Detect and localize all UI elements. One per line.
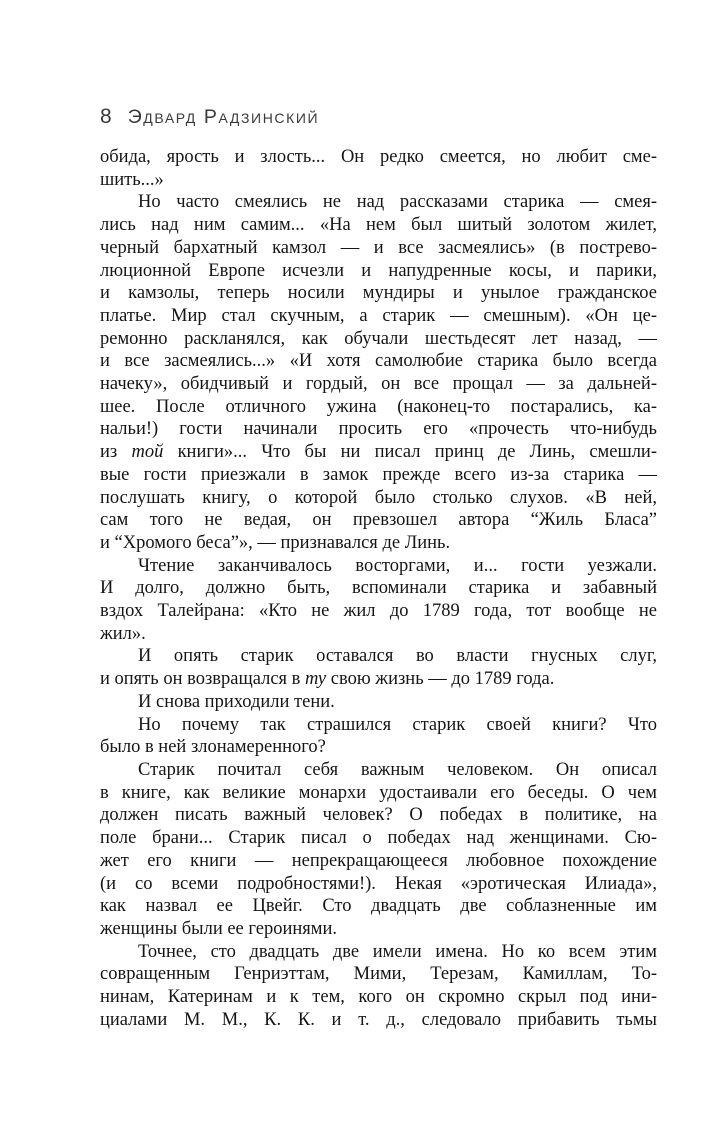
text-line: И долго, должно быть, вспоминали старика и забавный	[100, 578, 657, 599]
paragraph	[100, 555, 657, 646]
page-header	[100, 105, 657, 129]
text-line: И снова приходили тени.	[138, 691, 335, 712]
text-line: и “Хромого беса”», — признавался де Линь.	[100, 532, 451, 553]
text-line: жет его книги — непрекращающееся любовное похождение	[100, 850, 657, 871]
text-line: шее. После отличного ужина (наконец-то постарались, ка-	[100, 396, 657, 417]
paragraph	[100, 645, 657, 690]
text-line: вздох Талейрана: «Кто не жил до 1789 года, тот вообще не	[100, 601, 657, 622]
text-line: Старик почитал себя важным человеком. Он описал	[138, 759, 657, 780]
text-line: поле брани... Старик писал о победах над женщинами. Сю-	[100, 828, 657, 849]
text-line: Чтение заканчивалось восторгами, и... гости уезжали.	[138, 555, 657, 576]
text-line: из той книги»... Что бы ни писал принц де Линь, смешли-	[100, 442, 657, 463]
text-line: Точнее, сто двадцать две имели имена. Но ко всем этим	[138, 941, 657, 962]
text-line: шить...»	[100, 169, 164, 190]
text-line: нальи!) гости начинали просить его «прочесть что-нибудь	[100, 419, 657, 440]
paragraph	[100, 691, 657, 714]
text-line: черный бархатный камзол — и все засмеялись» (в пострево-	[100, 237, 657, 258]
text-line: циалами М. М., К. К. и т. д., следовало прибавить тьмы	[100, 1009, 657, 1030]
text-line: (и со всеми подробностями!). Некая «эротическая Илиада»,	[100, 873, 657, 894]
paragraph	[100, 759, 657, 941]
text-line: как назвал ее Цвейг. Сто двадцать две соблазненные им	[100, 896, 657, 917]
text-line: в книге, как великие монархи удостаивали его беседы. О чем	[100, 782, 657, 803]
paragraph	[100, 941, 657, 1032]
text-line: И опять старик оставался во власти гнусных слуг,	[138, 646, 657, 667]
text-line: лись над ним самим... «На нем был шитый золотом жилет,	[100, 215, 657, 236]
text-line: было в ней злонамеренного?	[100, 737, 326, 758]
text-line: и опять он возвращался в ту свою жизнь — до 1789 года.	[100, 669, 555, 690]
text-line: обида, ярость и злость... Он редко смеется, но любит сме-	[100, 147, 657, 167]
text-line: вые гости приезжали в замок прежде всего из-за старика —	[100, 464, 657, 485]
text-line: совращенным Генриэттам, Мими, Терезам, Камиллам, То-	[100, 964, 657, 985]
page-text	[100, 146, 657, 1031]
text-line: Но часто смеялись не над рассказами старика — смея-	[138, 192, 657, 213]
paragraph	[100, 191, 657, 554]
text-line: женщины были ее героинями.	[100, 918, 337, 939]
paragraph	[100, 714, 657, 759]
running-title: Эдвард Радзинский	[127, 106, 320, 128]
text-line: ремонно раскланялся, как обучали шестьдесят лет назад, —	[100, 328, 657, 349]
text-line: послушать книгу, о которой было столько слухов. «В ней,	[100, 487, 657, 508]
text-line: жил».	[100, 623, 146, 644]
text-line: и все засмеялись...» «И хотя самолюбие старика было всегда	[100, 351, 657, 372]
text-line: начеку», обидчивый и гордый, он все прощал — за дальней-	[100, 374, 657, 395]
text-line: нинам, Катеринам и к тем, кого он скромно скрыл под ини-	[100, 987, 657, 1008]
text-line: должен писать важный человек? О победах в политике, на	[100, 805, 657, 826]
page-number: 8	[100, 105, 112, 128]
text-line: и камзолы, теперь носили мундиры и унылое гражданское	[100, 283, 657, 304]
text-line: сам того не ведая, он превзошел автора “Жиль Бласа”	[100, 510, 657, 531]
text-line: люционной Европе исчезли и напудренные косы, и парики,	[100, 260, 657, 281]
paragraph	[100, 146, 657, 191]
text-line: платье. Мир стал скучным, а старик — смешным). «Он це-	[100, 305, 657, 326]
text-line: Но почему так страшился старик своей книги? Что	[138, 714, 657, 735]
